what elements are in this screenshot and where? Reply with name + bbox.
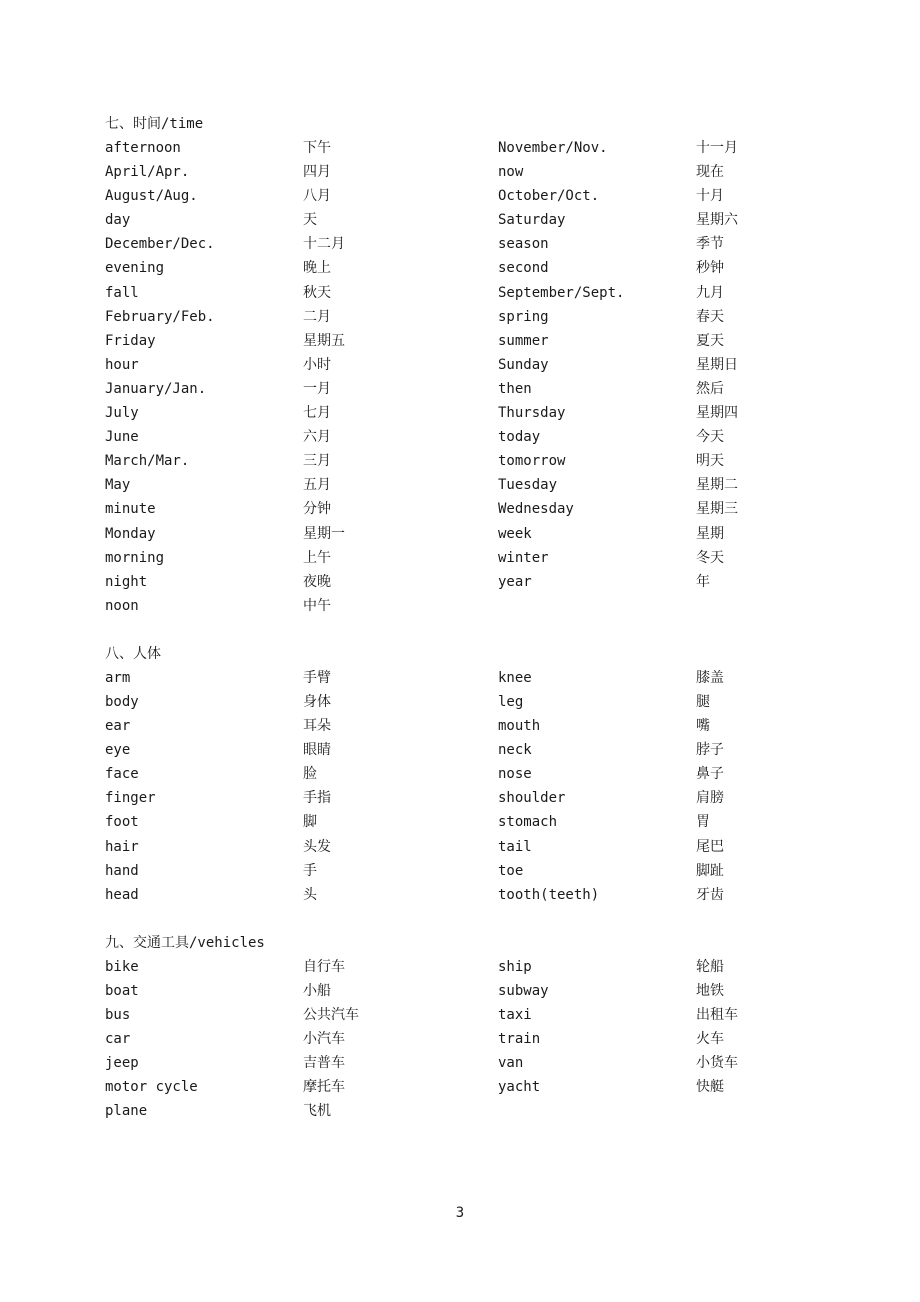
- vocabulary-content: [105, 112, 805, 1123]
- english-word: December/Dec.: [105, 236, 215, 253]
- english-word: tail: [498, 838, 532, 855]
- english-word: neck: [498, 742, 532, 759]
- chinese-meaning: 十月: [696, 188, 724, 205]
- english-word: season: [498, 236, 549, 253]
- chinese-meaning: 星期三: [696, 501, 738, 518]
- chinese-meaning: 分钟: [303, 501, 331, 518]
- chinese-meaning: 夏天: [696, 332, 724, 349]
- vocabulary-row: [105, 522, 805, 546]
- english-word: finger: [105, 790, 156, 807]
- chinese-meaning: 快艇: [696, 1079, 724, 1096]
- chinese-meaning: 九月: [696, 284, 724, 301]
- chinese-meaning: 秋天: [303, 284, 331, 301]
- chinese-meaning: 季节: [696, 236, 724, 253]
- vocabulary-row: [105, 1099, 805, 1123]
- vocabulary-row: [105, 473, 805, 497]
- chinese-meaning: 公共汽车: [303, 1007, 359, 1023]
- english-word: second: [498, 260, 549, 277]
- chinese-meaning: 手: [303, 862, 317, 879]
- vocabulary-row: [105, 835, 805, 859]
- vocabulary-row: [105, 256, 805, 280]
- chinese-meaning: 春天: [696, 308, 724, 325]
- chinese-meaning: 飞机: [303, 1103, 331, 1120]
- english-word: van: [498, 1055, 524, 1072]
- chinese-meaning: 星期五: [303, 332, 345, 349]
- chinese-meaning: 七月: [303, 405, 331, 422]
- vocabulary-row: [105, 377, 805, 401]
- vocabulary-row: [105, 136, 805, 160]
- english-word: minute: [105, 501, 156, 518]
- chinese-meaning: 上午: [303, 549, 331, 566]
- english-word: June: [105, 429, 139, 446]
- chinese-meaning: 星期四: [696, 405, 738, 422]
- vocabulary-row: [105, 449, 805, 473]
- chinese-meaning: 秒钟: [696, 260, 724, 277]
- english-word: shoulder: [498, 790, 566, 807]
- english-word: spring: [498, 308, 549, 325]
- chinese-meaning: 身体: [303, 693, 331, 710]
- english-word: nose: [498, 766, 532, 783]
- chinese-meaning: 年: [696, 573, 710, 590]
- vocabulary-row: [105, 329, 805, 353]
- english-word: car: [105, 1031, 131, 1048]
- english-word: November/Nov.: [498, 140, 608, 156]
- chinese-meaning: 鼻子: [696, 766, 724, 783]
- english-word: afternoon: [105, 140, 181, 156]
- vocabulary-row: [105, 281, 805, 305]
- chinese-meaning: 星期六: [696, 212, 738, 229]
- english-word: hair: [105, 838, 139, 855]
- english-word: foot: [105, 814, 139, 831]
- chinese-meaning: 夜晚: [303, 573, 331, 590]
- english-word: week: [498, 525, 532, 542]
- chinese-meaning: 头发: [303, 838, 331, 855]
- chinese-meaning: 小船: [303, 982, 331, 999]
- english-word: September/Sept.: [498, 284, 625, 301]
- vocabulary-row: [105, 1051, 805, 1075]
- section-title: 八、人体: [105, 645, 161, 662]
- english-word: noon: [105, 597, 139, 614]
- vocabulary-row: [105, 714, 805, 738]
- english-word: ship: [498, 958, 532, 975]
- vocabulary-row: [105, 184, 805, 208]
- vocabulary-row: [105, 305, 805, 329]
- english-word: yacht: [498, 1079, 541, 1096]
- chinese-meaning: 冬天: [696, 549, 724, 566]
- english-word: Friday: [105, 332, 156, 349]
- chinese-meaning: 现在: [696, 164, 724, 181]
- chinese-meaning: 星期一: [303, 525, 345, 542]
- english-word: morning: [105, 549, 165, 566]
- vocabulary-row: [105, 425, 805, 449]
- english-word: taxi: [498, 1007, 532, 1023]
- chinese-meaning: 星期: [696, 525, 724, 542]
- english-word: mouth: [498, 718, 541, 735]
- english-word: face: [105, 766, 139, 783]
- chinese-meaning: 尾巴: [696, 838, 724, 855]
- english-word: summer: [498, 332, 549, 349]
- english-word: now: [498, 164, 524, 181]
- english-word: April/Apr.: [105, 164, 190, 181]
- vocabulary-row: [105, 1027, 805, 1051]
- chinese-meaning: 胃: [696, 814, 710, 831]
- section-title: 七、时间/time: [105, 116, 204, 132]
- chinese-meaning: 自行车: [303, 958, 345, 975]
- english-word: plane: [105, 1103, 148, 1120]
- chinese-meaning: 吉普车: [303, 1055, 345, 1072]
- vocabulary-row: [105, 1075, 805, 1099]
- chinese-meaning: 轮船: [696, 958, 724, 975]
- chinese-meaning: 眼睛: [303, 742, 331, 759]
- chinese-meaning: 火车: [696, 1031, 724, 1048]
- english-word: knee: [498, 669, 532, 686]
- english-word: fall: [105, 284, 139, 301]
- chinese-meaning: 今天: [696, 429, 724, 446]
- chinese-meaning: 中午: [303, 597, 331, 614]
- english-word: head: [105, 886, 139, 903]
- vocabulary-row: [105, 979, 805, 1003]
- vocabulary-row: [105, 859, 805, 883]
- english-word: February/Feb.: [105, 308, 215, 325]
- vocabulary-row: [105, 666, 805, 690]
- chinese-meaning: 星期二: [696, 477, 738, 494]
- english-word: jeep: [105, 1055, 139, 1072]
- english-word: subway: [498, 982, 549, 999]
- english-word: August/Aug.: [105, 188, 198, 205]
- vocabulary-row: [105, 883, 805, 907]
- english-word: toe: [498, 862, 524, 879]
- vocabulary-row: [105, 1003, 805, 1027]
- english-word: Monday: [105, 525, 156, 542]
- english-word: today: [498, 429, 541, 446]
- section-title: 九、交通工具/vehicles: [105, 934, 265, 951]
- vocabulary-row: [105, 955, 805, 979]
- english-word: ear: [105, 718, 131, 735]
- chinese-meaning: 手臂: [303, 669, 331, 686]
- chinese-meaning: 出租车: [696, 1007, 738, 1023]
- english-word: Saturday: [498, 212, 566, 229]
- english-word: hand: [105, 862, 139, 879]
- english-word: Wednesday: [498, 501, 574, 518]
- chinese-meaning: 然后: [696, 380, 724, 397]
- chinese-meaning: 六月: [303, 429, 331, 446]
- chinese-meaning: 嘴: [696, 718, 710, 735]
- english-word: Sunday: [498, 356, 549, 373]
- english-word: Thursday: [498, 405, 566, 422]
- vocabulary-section: [105, 112, 805, 618]
- english-word: arm: [105, 669, 131, 686]
- english-word: year: [498, 573, 532, 590]
- english-word: January/Jan.: [105, 380, 207, 397]
- vocabulary-row: [105, 232, 805, 256]
- english-word: winter: [498, 549, 549, 566]
- chinese-meaning: 牙齿: [696, 886, 724, 903]
- chinese-meaning: 三月: [303, 453, 331, 470]
- chinese-meaning: 脖子: [696, 742, 724, 759]
- english-word: October/Oct.: [498, 188, 600, 205]
- english-word: March/Mar.: [105, 453, 190, 470]
- chinese-meaning: 天: [303, 212, 317, 229]
- vocabulary-row: [105, 353, 805, 377]
- chinese-meaning: 星期日: [696, 356, 738, 373]
- page-number: 3: [455, 1205, 465, 1221]
- vocabulary-row: [105, 786, 805, 810]
- vocabulary-row: [105, 401, 805, 425]
- chinese-meaning: 脚趾: [696, 862, 724, 879]
- english-word: train: [498, 1031, 541, 1048]
- chinese-meaning: 腿: [696, 693, 710, 710]
- english-word: then: [498, 380, 532, 397]
- chinese-meaning: 明天: [696, 453, 724, 470]
- chinese-meaning: 一月: [303, 380, 331, 397]
- chinese-meaning: 脸: [303, 766, 317, 783]
- chinese-meaning: 十一月: [696, 140, 738, 156]
- chinese-meaning: 头: [303, 886, 317, 903]
- vocabulary-row: [105, 762, 805, 786]
- english-word: boat: [105, 982, 139, 999]
- chinese-meaning: 二月: [303, 308, 331, 325]
- chinese-meaning: 小货车: [696, 1055, 738, 1072]
- english-word: night: [105, 573, 148, 590]
- vocabulary-row: [105, 160, 805, 184]
- vocabulary-row: [105, 738, 805, 762]
- english-word: eye: [105, 742, 131, 759]
- english-word: motor cycle: [105, 1079, 198, 1096]
- english-word: evening: [105, 260, 165, 277]
- vocabulary-section: [105, 931, 805, 1124]
- chinese-meaning: 肩膀: [696, 790, 724, 807]
- chinese-meaning: 十二月: [303, 236, 345, 253]
- english-word: body: [105, 693, 139, 710]
- english-word: stomach: [498, 814, 558, 831]
- chinese-meaning: 晚上: [303, 260, 331, 277]
- english-word: Tuesday: [498, 477, 558, 494]
- vocabulary-row: [105, 570, 805, 594]
- chinese-meaning: 摩托车: [303, 1079, 345, 1096]
- chinese-meaning: 地铁: [696, 982, 724, 999]
- vocabulary-row: [105, 546, 805, 570]
- chinese-meaning: 下午: [303, 140, 331, 156]
- vocabulary-section: [105, 642, 805, 907]
- chinese-meaning: 小时: [303, 356, 331, 373]
- chinese-meaning: 四月: [303, 164, 331, 181]
- chinese-meaning: 八月: [303, 188, 331, 205]
- english-word: bus: [105, 1007, 131, 1023]
- vocabulary-row: [105, 690, 805, 714]
- vocabulary-row: [105, 594, 805, 618]
- english-word: hour: [105, 356, 139, 373]
- english-word: May: [105, 477, 131, 494]
- english-word: July: [105, 405, 139, 422]
- english-word: tooth(teeth): [498, 886, 600, 903]
- chinese-meaning: 脚: [303, 814, 317, 831]
- vocabulary-row: [105, 810, 805, 834]
- vocabulary-row: [105, 208, 805, 232]
- chinese-meaning: 膝盖: [696, 669, 724, 686]
- english-word: tomorrow: [498, 453, 566, 470]
- chinese-meaning: 五月: [303, 477, 331, 494]
- english-word: leg: [498, 693, 524, 710]
- chinese-meaning: 手指: [303, 790, 331, 807]
- english-word: day: [105, 212, 131, 229]
- chinese-meaning: 耳朵: [303, 718, 331, 735]
- english-word: bike: [105, 958, 139, 975]
- chinese-meaning: 小汽车: [303, 1031, 345, 1048]
- vocabulary-row: [105, 497, 805, 521]
